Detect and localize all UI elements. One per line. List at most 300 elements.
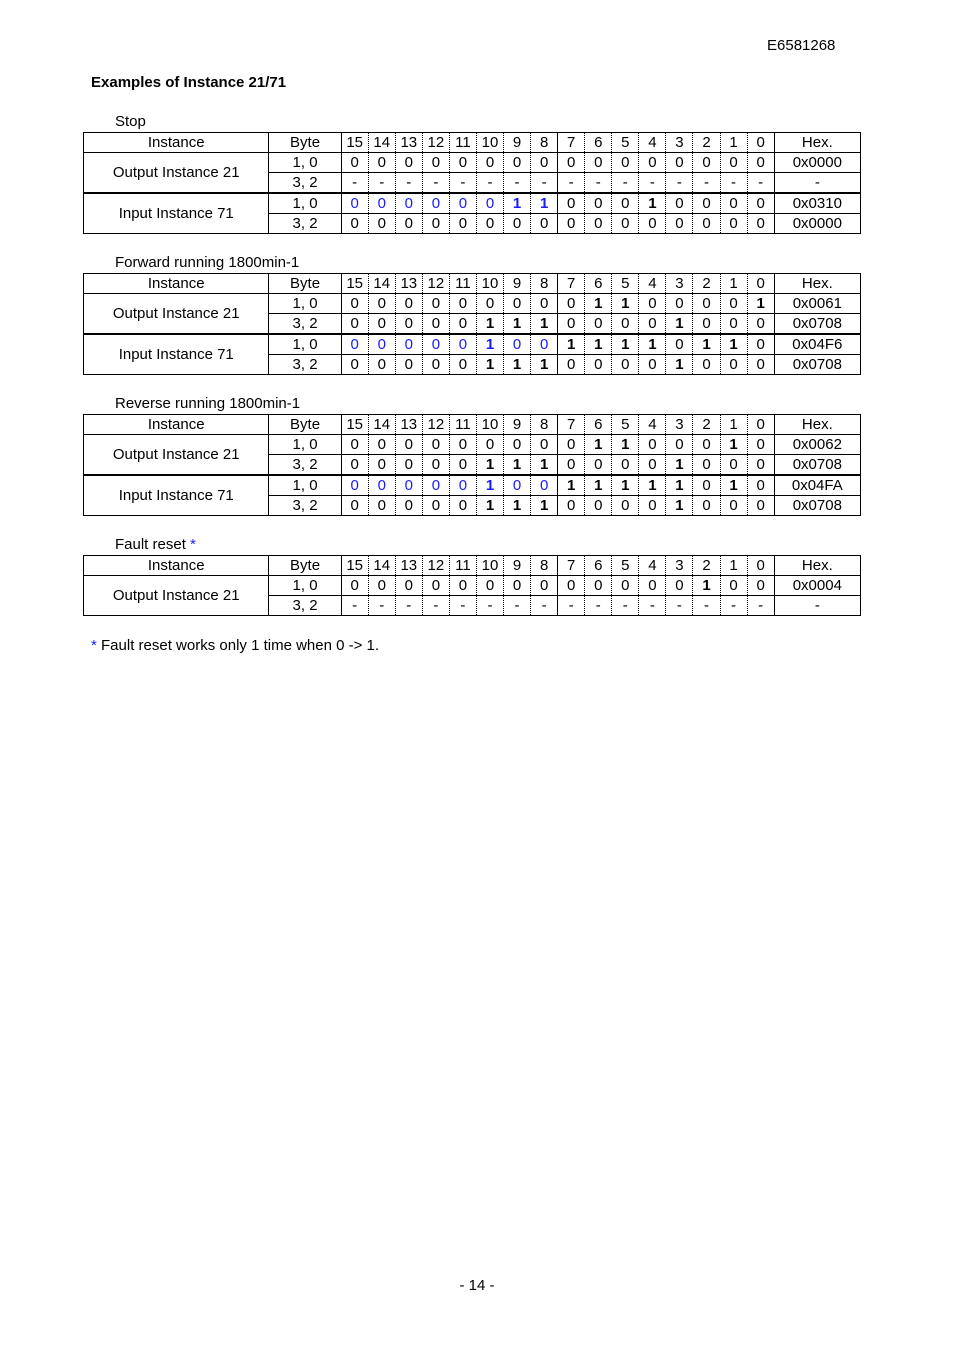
bit-cell: 0 bbox=[449, 435, 476, 455]
hex-value: 0x0062 bbox=[774, 435, 860, 455]
bit-cell: 0 bbox=[422, 496, 449, 516]
example-title-text: Forward running 1800min-1 bbox=[115, 254, 300, 271]
bit-cell: 1 bbox=[585, 294, 612, 314]
bit-cell: 1 bbox=[476, 496, 503, 516]
bit-cell: 0 bbox=[531, 435, 558, 455]
header-bit: 8 bbox=[531, 556, 558, 576]
header-bit: 7 bbox=[558, 274, 585, 294]
header-bit: 10 bbox=[476, 274, 503, 294]
header-bit: 15 bbox=[341, 133, 368, 153]
bit-cell: 0 bbox=[422, 435, 449, 455]
header-instance: Instance bbox=[84, 274, 269, 294]
bit-cell: - bbox=[639, 596, 666, 616]
header-instance: Instance bbox=[84, 415, 269, 435]
header-bit: 12 bbox=[422, 415, 449, 435]
bit-cell: 0 bbox=[341, 193, 368, 214]
bit-cell: - bbox=[341, 173, 368, 194]
bit-cell: 0 bbox=[693, 214, 720, 234]
bit-cell: 0 bbox=[449, 496, 476, 516]
bit-cell: - bbox=[476, 596, 503, 616]
byte-pair: 3, 2 bbox=[269, 214, 341, 234]
bit-cell: 0 bbox=[422, 475, 449, 496]
bit-cell: 0 bbox=[558, 576, 585, 596]
bit-cell: - bbox=[476, 173, 503, 194]
example-title bbox=[115, 254, 299, 271]
bit-cell: 0 bbox=[368, 314, 395, 335]
bit-cell: 0 bbox=[558, 294, 585, 314]
header-bit: 6 bbox=[585, 274, 612, 294]
footnote bbox=[91, 637, 379, 654]
byte-pair: 3, 2 bbox=[269, 314, 341, 335]
header-bit: 9 bbox=[504, 274, 531, 294]
bit-cell: 0 bbox=[504, 294, 531, 314]
header-bit: 9 bbox=[504, 415, 531, 435]
bit-cell: 1 bbox=[585, 334, 612, 355]
bit-cell: 0 bbox=[612, 193, 639, 214]
bit-cell: 1 bbox=[476, 355, 503, 375]
bit-cell: 0 bbox=[639, 355, 666, 375]
header-bit: 2 bbox=[693, 415, 720, 435]
header-bit: 14 bbox=[368, 133, 395, 153]
bit-cell: 1 bbox=[693, 576, 720, 596]
bit-cell: 0 bbox=[341, 496, 368, 516]
bit-cell: - bbox=[666, 173, 693, 194]
header-bit: 1 bbox=[720, 133, 747, 153]
bit-cell: 0 bbox=[747, 576, 774, 596]
bit-cell: 0 bbox=[341, 214, 368, 234]
bit-cell: - bbox=[368, 596, 395, 616]
bit-cell: - bbox=[449, 596, 476, 616]
bit-cell: 0 bbox=[368, 153, 395, 173]
bit-cell: 1 bbox=[612, 294, 639, 314]
hex-value: 0x0000 bbox=[774, 153, 860, 173]
bit-cell: 0 bbox=[504, 334, 531, 355]
bit-cell: 0 bbox=[558, 435, 585, 455]
bit-cell: 0 bbox=[747, 193, 774, 214]
bit-cell: 0 bbox=[341, 475, 368, 496]
table-row bbox=[84, 193, 861, 214]
bit-cell: 0 bbox=[585, 314, 612, 335]
header-bit: 6 bbox=[585, 415, 612, 435]
header-bit: 13 bbox=[395, 133, 422, 153]
header-bit: 2 bbox=[693, 556, 720, 576]
header-byte: Byte bbox=[269, 133, 341, 153]
bit-cell: 0 bbox=[585, 214, 612, 234]
byte-pair: 1, 0 bbox=[269, 294, 341, 314]
footnote-marker: * bbox=[91, 637, 97, 654]
header-bit: 3 bbox=[666, 133, 693, 153]
header-bit: 1 bbox=[720, 556, 747, 576]
byte-pair: 1, 0 bbox=[269, 334, 341, 355]
bit-cell: 0 bbox=[639, 435, 666, 455]
bit-cell: - bbox=[504, 596, 531, 616]
bit-cell: 0 bbox=[747, 455, 774, 476]
bit-cell: - bbox=[395, 173, 422, 194]
hex-value: 0x04FA bbox=[774, 475, 860, 496]
bit-cell: 0 bbox=[449, 576, 476, 596]
header-bit: 7 bbox=[558, 415, 585, 435]
bit-cell: - bbox=[666, 596, 693, 616]
bit-cell: 1 bbox=[612, 435, 639, 455]
instance-label: Output Instance 21 bbox=[84, 294, 269, 335]
bit-cell: 0 bbox=[449, 153, 476, 173]
header-hex: Hex. bbox=[774, 133, 860, 153]
header-bit: 5 bbox=[612, 133, 639, 153]
bit-cell: 0 bbox=[612, 496, 639, 516]
header-bit: 3 bbox=[666, 415, 693, 435]
bit-cell: 0 bbox=[449, 294, 476, 314]
bit-cell: 1 bbox=[558, 334, 585, 355]
header-bit: 7 bbox=[558, 133, 585, 153]
bit-cell: 0 bbox=[531, 334, 558, 355]
instance-label: Input Instance 71 bbox=[84, 193, 269, 234]
bit-cell: - bbox=[720, 596, 747, 616]
bit-cell: 0 bbox=[395, 576, 422, 596]
bit-table bbox=[83, 273, 861, 375]
bit-cell: 0 bbox=[449, 355, 476, 375]
bit-cell: 0 bbox=[422, 334, 449, 355]
bit-cell: 0 bbox=[531, 153, 558, 173]
header-bit: 11 bbox=[449, 274, 476, 294]
header-bit: 13 bbox=[395, 556, 422, 576]
header-bit: 10 bbox=[476, 133, 503, 153]
byte-pair: 3, 2 bbox=[269, 173, 341, 194]
bit-cell: - bbox=[531, 173, 558, 194]
instance-label: Input Instance 71 bbox=[84, 334, 269, 375]
header-hex: Hex. bbox=[774, 415, 860, 435]
header-bit: 4 bbox=[639, 556, 666, 576]
bit-cell: - bbox=[639, 173, 666, 194]
header-bit: 14 bbox=[368, 556, 395, 576]
header-bit: 14 bbox=[368, 274, 395, 294]
bit-cell: 0 bbox=[341, 314, 368, 335]
bit-cell: 0 bbox=[639, 455, 666, 476]
bit-table bbox=[83, 132, 861, 234]
example-title-text: Reverse running 1800min-1 bbox=[115, 395, 301, 412]
bit-cell: 0 bbox=[585, 193, 612, 214]
bit-cell: 0 bbox=[693, 455, 720, 476]
hex-value: 0x04F6 bbox=[774, 334, 860, 355]
bit-cell: 0 bbox=[422, 153, 449, 173]
bit-cell: 0 bbox=[395, 475, 422, 496]
bit-cell: 0 bbox=[368, 334, 395, 355]
example-title-text: Fault reset bbox=[115, 536, 186, 553]
bit-cell: 0 bbox=[639, 153, 666, 173]
bit-cell: 0 bbox=[558, 153, 585, 173]
header-instance: Instance bbox=[84, 556, 269, 576]
bit-cell: 0 bbox=[504, 214, 531, 234]
bit-cell: 1 bbox=[720, 435, 747, 455]
bit-cell: 0 bbox=[504, 153, 531, 173]
bit-cell: 0 bbox=[639, 496, 666, 516]
bit-cell: 0 bbox=[341, 294, 368, 314]
bit-cell: 1 bbox=[666, 355, 693, 375]
byte-pair: 1, 0 bbox=[269, 576, 341, 596]
bit-cell: 0 bbox=[612, 576, 639, 596]
bit-cell: 0 bbox=[585, 576, 612, 596]
bit-cell: 1 bbox=[504, 355, 531, 375]
bit-cell: 0 bbox=[422, 314, 449, 335]
bit-cell: 1 bbox=[504, 496, 531, 516]
header-bit: 0 bbox=[747, 133, 774, 153]
bit-cell: 0 bbox=[639, 576, 666, 596]
header-row bbox=[84, 274, 861, 294]
hex-value: - bbox=[774, 596, 860, 616]
document-id: E6581268 bbox=[767, 37, 836, 54]
header-bit: 10 bbox=[476, 415, 503, 435]
instance-label: Output Instance 21 bbox=[84, 153, 269, 194]
hex-value: 0x0000 bbox=[774, 214, 860, 234]
bit-cell: 0 bbox=[368, 214, 395, 234]
bit-cell: 0 bbox=[395, 435, 422, 455]
instance-label: Output Instance 21 bbox=[84, 435, 269, 476]
header-byte: Byte bbox=[269, 274, 341, 294]
bit-cell: 0 bbox=[368, 455, 395, 476]
header-bit: 14 bbox=[368, 415, 395, 435]
bit-cell: 0 bbox=[395, 294, 422, 314]
bit-cell: - bbox=[531, 596, 558, 616]
bit-cell: 0 bbox=[558, 314, 585, 335]
table-row bbox=[84, 334, 861, 355]
bit-cell: 1 bbox=[585, 435, 612, 455]
bit-cell: 1 bbox=[476, 455, 503, 476]
header-bit: 1 bbox=[720, 415, 747, 435]
bit-cell: 0 bbox=[720, 496, 747, 516]
bit-cell: 1 bbox=[666, 314, 693, 335]
header-byte: Byte bbox=[269, 556, 341, 576]
byte-pair: 3, 2 bbox=[269, 355, 341, 375]
bit-cell: 0 bbox=[747, 314, 774, 335]
bit-cell: 0 bbox=[720, 153, 747, 173]
header-bit: 3 bbox=[666, 556, 693, 576]
bit-cell: 0 bbox=[612, 153, 639, 173]
byte-pair: 1, 0 bbox=[269, 475, 341, 496]
bit-cell: 0 bbox=[720, 314, 747, 335]
bit-cell: 0 bbox=[585, 153, 612, 173]
bit-cell: 0 bbox=[449, 214, 476, 234]
bit-cell: 0 bbox=[558, 455, 585, 476]
table-row bbox=[84, 475, 861, 496]
bit-cell: 0 bbox=[585, 455, 612, 476]
bit-cell: 0 bbox=[449, 193, 476, 214]
bit-cell: 0 bbox=[666, 294, 693, 314]
bit-cell: 0 bbox=[612, 214, 639, 234]
byte-pair: 3, 2 bbox=[269, 496, 341, 516]
bit-cell: 0 bbox=[504, 475, 531, 496]
bit-cell: 1 bbox=[531, 193, 558, 214]
bit-cell: 0 bbox=[666, 153, 693, 173]
bit-cell: 0 bbox=[449, 455, 476, 476]
bit-cell: 0 bbox=[422, 193, 449, 214]
example-title bbox=[115, 536, 196, 553]
bit-cell: 0 bbox=[476, 193, 503, 214]
header-bit: 10 bbox=[476, 556, 503, 576]
header-bit: 4 bbox=[639, 274, 666, 294]
header-bit: 12 bbox=[422, 274, 449, 294]
bit-cell: 1 bbox=[504, 193, 531, 214]
table-row bbox=[84, 153, 861, 173]
header-bit: 8 bbox=[531, 415, 558, 435]
bit-cell: 0 bbox=[666, 193, 693, 214]
bit-cell: - bbox=[720, 173, 747, 194]
example-title bbox=[115, 395, 300, 412]
bit-cell: - bbox=[504, 173, 531, 194]
bit-cell: 0 bbox=[720, 355, 747, 375]
bit-cell: 0 bbox=[693, 153, 720, 173]
table-row bbox=[84, 294, 861, 314]
bit-cell: 0 bbox=[395, 455, 422, 476]
bit-cell: 0 bbox=[368, 576, 395, 596]
header-hex: Hex. bbox=[774, 274, 860, 294]
header-bit: 15 bbox=[341, 415, 368, 435]
header-bit: 15 bbox=[341, 556, 368, 576]
bit-cell: 1 bbox=[720, 334, 747, 355]
bit-cell: - bbox=[612, 173, 639, 194]
bit-cell: - bbox=[693, 173, 720, 194]
bit-cell: 0 bbox=[395, 496, 422, 516]
header-bit: 11 bbox=[449, 415, 476, 435]
bit-cell: - bbox=[558, 596, 585, 616]
bit-cell: 0 bbox=[666, 435, 693, 455]
bit-cell: - bbox=[422, 596, 449, 616]
bit-cell: 0 bbox=[449, 475, 476, 496]
bit-cell: 0 bbox=[612, 455, 639, 476]
bit-cell: 0 bbox=[693, 355, 720, 375]
bit-cell: 0 bbox=[747, 153, 774, 173]
byte-pair: 3, 2 bbox=[269, 455, 341, 476]
bit-cell: 0 bbox=[504, 435, 531, 455]
bit-cell: 1 bbox=[720, 475, 747, 496]
header-instance: Instance bbox=[84, 133, 269, 153]
bit-cell: 1 bbox=[612, 334, 639, 355]
hex-value: 0x0708 bbox=[774, 455, 860, 476]
bit-cell: 0 bbox=[395, 153, 422, 173]
header-bit: 4 bbox=[639, 415, 666, 435]
hex-value: 0x0708 bbox=[774, 314, 860, 335]
header-bit: 5 bbox=[612, 556, 639, 576]
bit-cell: 0 bbox=[612, 355, 639, 375]
header-bit: 2 bbox=[693, 274, 720, 294]
bit-cell: 1 bbox=[558, 475, 585, 496]
bit-cell: 0 bbox=[747, 475, 774, 496]
bit-cell: 1 bbox=[666, 455, 693, 476]
bit-cell: 0 bbox=[368, 355, 395, 375]
bit-cell: 0 bbox=[341, 435, 368, 455]
bit-cell: 0 bbox=[666, 214, 693, 234]
example-title-text: Stop bbox=[115, 113, 146, 130]
bit-cell: 0 bbox=[639, 214, 666, 234]
table-row bbox=[84, 576, 861, 596]
header-bit: 2 bbox=[693, 133, 720, 153]
bit-cell: 1 bbox=[531, 355, 558, 375]
bit-cell: 0 bbox=[476, 294, 503, 314]
bit-cell: 0 bbox=[639, 314, 666, 335]
bit-cell: 0 bbox=[368, 475, 395, 496]
bit-cell: 0 bbox=[747, 214, 774, 234]
bit-cell: 0 bbox=[666, 576, 693, 596]
byte-pair: 3, 2 bbox=[269, 596, 341, 616]
bit-cell: 0 bbox=[531, 475, 558, 496]
bit-cell: 0 bbox=[720, 294, 747, 314]
header-bit: 13 bbox=[395, 274, 422, 294]
bit-cell: 0 bbox=[693, 435, 720, 455]
header-bit: 6 bbox=[585, 556, 612, 576]
header-bit: 0 bbox=[747, 556, 774, 576]
header-bit: 12 bbox=[422, 133, 449, 153]
bit-cell: 0 bbox=[693, 193, 720, 214]
bit-cell: 1 bbox=[531, 496, 558, 516]
table-row bbox=[84, 435, 861, 455]
bit-cell: - bbox=[422, 173, 449, 194]
bit-cell: - bbox=[449, 173, 476, 194]
hex-value: - bbox=[774, 173, 860, 194]
bit-cell: 0 bbox=[341, 576, 368, 596]
instance-label: Output Instance 21 bbox=[84, 576, 269, 616]
header-hex: Hex. bbox=[774, 556, 860, 576]
bit-cell: 0 bbox=[368, 435, 395, 455]
bit-cell: - bbox=[747, 596, 774, 616]
header-bit: 9 bbox=[504, 556, 531, 576]
bit-cell: 1 bbox=[504, 314, 531, 335]
header-bit: 3 bbox=[666, 274, 693, 294]
bit-cell: 1 bbox=[531, 314, 558, 335]
bit-cell: 0 bbox=[531, 294, 558, 314]
bit-cell: 0 bbox=[531, 214, 558, 234]
bit-cell: - bbox=[341, 596, 368, 616]
bit-cell: 0 bbox=[720, 455, 747, 476]
bit-cell: - bbox=[612, 596, 639, 616]
bit-cell: 0 bbox=[449, 314, 476, 335]
header-bit: 0 bbox=[747, 415, 774, 435]
bit-cell: 0 bbox=[558, 355, 585, 375]
bit-cell: 0 bbox=[693, 314, 720, 335]
footnote-text: Fault reset works only 1 time when 0 -> 1. bbox=[96, 637, 380, 654]
bit-cell: 0 bbox=[558, 214, 585, 234]
bit-cell: - bbox=[558, 173, 585, 194]
section-heading: Examples of Instance 21/71 bbox=[91, 74, 287, 91]
bit-cell: 1 bbox=[504, 455, 531, 476]
bit-cell: 0 bbox=[422, 294, 449, 314]
page-number: - 14 - bbox=[459, 1277, 495, 1294]
footnote-marker: * bbox=[190, 536, 196, 553]
bit-cell: 0 bbox=[558, 193, 585, 214]
instance-label: Input Instance 71 bbox=[84, 475, 269, 516]
bit-cell: 0 bbox=[476, 435, 503, 455]
header-bit: 8 bbox=[531, 133, 558, 153]
bit-cell: 0 bbox=[368, 496, 395, 516]
bit-cell: 0 bbox=[368, 193, 395, 214]
header-bit: 11 bbox=[449, 556, 476, 576]
header-bit: 7 bbox=[558, 556, 585, 576]
bit-cell: 0 bbox=[422, 214, 449, 234]
header-bit: 13 bbox=[395, 415, 422, 435]
bit-cell: 0 bbox=[504, 576, 531, 596]
bit-cell: 1 bbox=[585, 475, 612, 496]
bit-cell: 0 bbox=[341, 355, 368, 375]
bit-cell: 0 bbox=[422, 455, 449, 476]
bit-cell: 0 bbox=[476, 576, 503, 596]
header-bit: 1 bbox=[720, 274, 747, 294]
bit-cell: 1 bbox=[476, 475, 503, 496]
bit-cell: 0 bbox=[558, 496, 585, 516]
header-bit: 8 bbox=[531, 274, 558, 294]
bit-cell: 0 bbox=[639, 294, 666, 314]
bit-cell: 1 bbox=[666, 475, 693, 496]
example-title bbox=[115, 113, 146, 130]
bit-cell: 0 bbox=[747, 496, 774, 516]
bit-cell: 1 bbox=[639, 334, 666, 355]
bit-cell: 0 bbox=[747, 334, 774, 355]
